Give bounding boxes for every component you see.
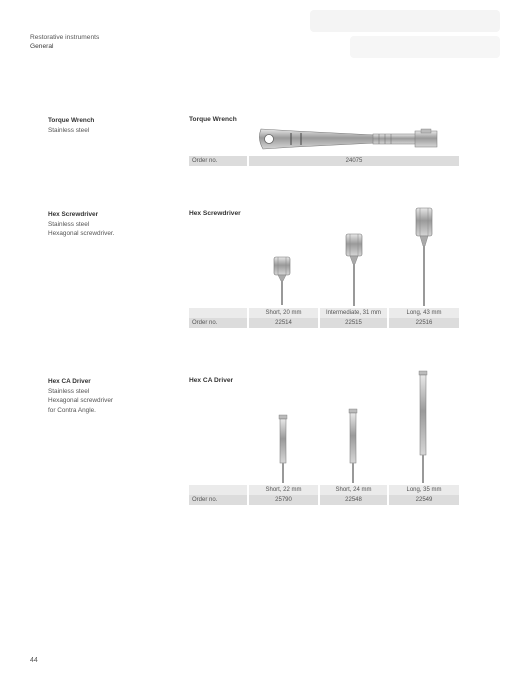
section-material: Stainless steel bbox=[48, 126, 90, 134]
size-label: Intermediate, 31 mm bbox=[325, 310, 382, 316]
header-category: Restorative instruments bbox=[30, 34, 100, 41]
size-row bbox=[189, 308, 459, 318]
header-subcategory: General bbox=[30, 43, 54, 50]
page-header bbox=[30, 33, 99, 51]
section-description bbox=[48, 116, 94, 135]
section-left-title: Torque Wrench bbox=[48, 117, 95, 124]
size-label: Long, 35 mm bbox=[406, 487, 442, 493]
watermark-graphic bbox=[290, 0, 508, 80]
size-label: Short, 24 mm bbox=[335, 487, 372, 493]
hex-ca-driver-short-22-image bbox=[277, 413, 289, 485]
order-number: 22548 bbox=[345, 497, 362, 503]
section-left-title: Hex CA Driver bbox=[48, 378, 91, 385]
order-number: 22549 bbox=[415, 497, 433, 503]
section-right-title: Hex CA Driver bbox=[189, 377, 234, 384]
order-number: 24075 bbox=[345, 158, 363, 164]
section-detail: Hexagonal screwdriver. bbox=[48, 230, 115, 237]
section-left-title: Hex Screwdriver bbox=[48, 211, 99, 218]
hex-ca-driver-short-24-image bbox=[347, 407, 359, 485]
hex-screwdriver-intermediate-image bbox=[344, 232, 364, 308]
order-number: 22514 bbox=[275, 320, 292, 326]
section-material: Stainless steel bbox=[48, 220, 90, 228]
order-row bbox=[189, 495, 459, 505]
section-description bbox=[48, 210, 114, 239]
section-detail: for Contra Angle. bbox=[48, 406, 96, 414]
section-material: Stainless steel bbox=[48, 387, 90, 395]
size-label: Short, 22 mm bbox=[265, 487, 302, 493]
hex-screwdriver-long-image bbox=[414, 206, 434, 308]
order-label: Order no. bbox=[192, 497, 218, 503]
order-number: 22516 bbox=[415, 320, 433, 326]
order-label: Order no. bbox=[192, 158, 218, 164]
order-row bbox=[189, 156, 459, 166]
section-detail: Hexagonal screwdriver bbox=[48, 397, 113, 404]
size-label: Short, 20 mm bbox=[265, 310, 302, 316]
order-row bbox=[189, 318, 459, 328]
size-row bbox=[189, 485, 459, 495]
torque-wrench-image bbox=[255, 121, 440, 157]
header-watermark bbox=[290, 0, 508, 80]
page-number: 44 bbox=[30, 657, 38, 664]
hex-screwdriver-short-image bbox=[272, 255, 292, 307]
order-number: 25790 bbox=[275, 497, 292, 503]
section-description bbox=[48, 377, 113, 415]
order-label: Order no. bbox=[192, 320, 218, 326]
size-label: Long, 43 mm bbox=[406, 310, 442, 316]
section-right-title: Hex Screwdriver bbox=[189, 210, 241, 217]
hex-ca-driver-long-35-image bbox=[417, 369, 429, 485]
section-right-title: Torque Wrench bbox=[189, 116, 237, 123]
order-number: 22515 bbox=[345, 320, 362, 326]
